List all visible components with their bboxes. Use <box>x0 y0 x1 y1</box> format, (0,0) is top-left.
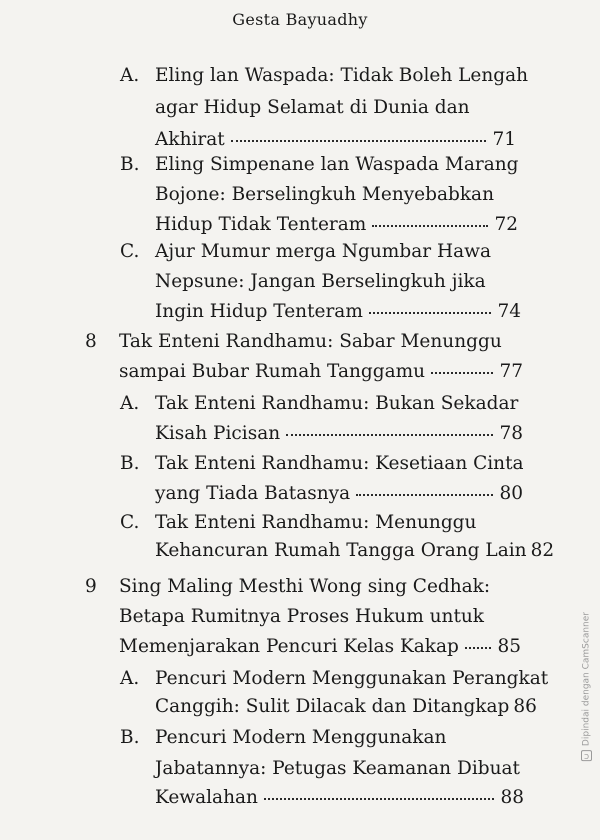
dot-leader <box>356 493 493 496</box>
entry-text: Canggih: Sulit Dilacak dan Ditangkap <box>155 696 510 717</box>
entry-last-line <box>155 482 523 506</box>
entry-label: A. <box>120 668 140 689</box>
entry-text: Memenjarakan Pencuri Kelas Kakap <box>119 636 459 657</box>
dot-leader <box>286 433 493 436</box>
entry-text: Kewalahan <box>155 787 258 808</box>
entry-last-line <box>155 786 524 810</box>
entry-label: A. <box>120 65 140 86</box>
dot-leader <box>369 311 492 314</box>
entry-label: B. <box>120 453 140 474</box>
dot-leader <box>372 224 488 227</box>
entry-line: Nepsune: Jangan Berselingkuh jika <box>155 271 486 292</box>
page-number: 77 <box>499 361 523 382</box>
entry-line: Tak Enteni Randhamu: Kesetiaan Cinta <box>155 453 524 474</box>
dot-leader <box>264 797 495 800</box>
scanner-watermark <box>581 612 592 761</box>
entry-last-line <box>155 539 555 563</box>
entry-line: Jabatannya: Petugas Keamanan Dibuat <box>155 758 520 779</box>
entry-line: Bojone: Berselingkuh Menyebabkan <box>155 184 494 205</box>
page-number: 74 <box>497 301 521 322</box>
page-number: 78 <box>499 423 523 444</box>
page-number: 72 <box>494 214 518 235</box>
entry-text: yang Tiada Batasnya <box>155 483 351 504</box>
dot-leader <box>231 139 487 142</box>
entry-text: Ingin Hidup Tenteram <box>155 301 363 322</box>
page-number: 71 <box>492 129 516 150</box>
dot-leader <box>431 371 493 374</box>
page-number: 85 <box>497 636 521 657</box>
entry-label: B. <box>120 154 140 175</box>
entry-last-line <box>119 360 523 384</box>
chapter-number: 8 <box>85 331 97 352</box>
entry-line: Tak Enteni Randhamu: Bukan Sekadar <box>155 393 519 414</box>
entry-text: Hidup Tidak Tenteram <box>155 214 367 235</box>
entry-text: sampai Bubar Rumah Tanggamu <box>119 361 426 382</box>
entry-line: agar Hidup Selamat di Dunia dan <box>155 97 470 118</box>
entry-line: Betapa Rumitnya Proses Hukum untuk <box>119 606 485 627</box>
entry-line: Pencuri Modern Menggunakan <box>155 727 447 748</box>
entry-last-line <box>119 635 521 659</box>
camscanner-icon: C <box>581 750 592 761</box>
dot-leader <box>465 646 492 649</box>
page-number: 88 <box>500 787 524 808</box>
entry-line: Pencuri Modern Menggunakan Perangkat <box>155 668 549 689</box>
entry-label: B. <box>120 727 140 748</box>
page-number: 86 <box>513 696 537 717</box>
page-number: 80 <box>499 483 523 504</box>
entry-last-line <box>155 300 521 324</box>
entry-text: Kisah Picisan <box>155 423 281 444</box>
entry-text: Kehancuran Rumah Tangga Orang Lain <box>155 540 527 561</box>
watermark-text: Dipindai dengan CamScanner <box>581 612 592 747</box>
entry-label: A. <box>120 393 140 414</box>
entry-line: Tak Enteni Randhamu: Sabar Menunggu <box>119 331 502 352</box>
running-header: Gesta Bayuadhy <box>232 10 368 29</box>
page-number: 82 <box>530 540 555 561</box>
entry-last-line <box>155 422 523 446</box>
entry-last-line <box>155 128 516 152</box>
entry-label: C. <box>120 241 140 262</box>
entry-line: Eling lan Waspada: Tidak Boleh Lengah <box>155 65 529 86</box>
entry-line: Eling Simpenane lan Waspada Marang <box>155 154 519 175</box>
entry-line: Ajur Mumur merga Ngumbar Hawa <box>155 241 491 262</box>
chapter-number: 9 <box>85 576 97 597</box>
entry-label: C. <box>120 512 140 533</box>
entry-last-line <box>155 695 537 719</box>
entry-last-line <box>155 213 518 237</box>
entry-text: Akhirat <box>155 129 225 150</box>
entry-line: Sing Maling Mesthi Wong sing Cedhak: <box>119 576 491 597</box>
entry-line: Tak Enteni Randhamu: Menunggu <box>155 512 477 533</box>
